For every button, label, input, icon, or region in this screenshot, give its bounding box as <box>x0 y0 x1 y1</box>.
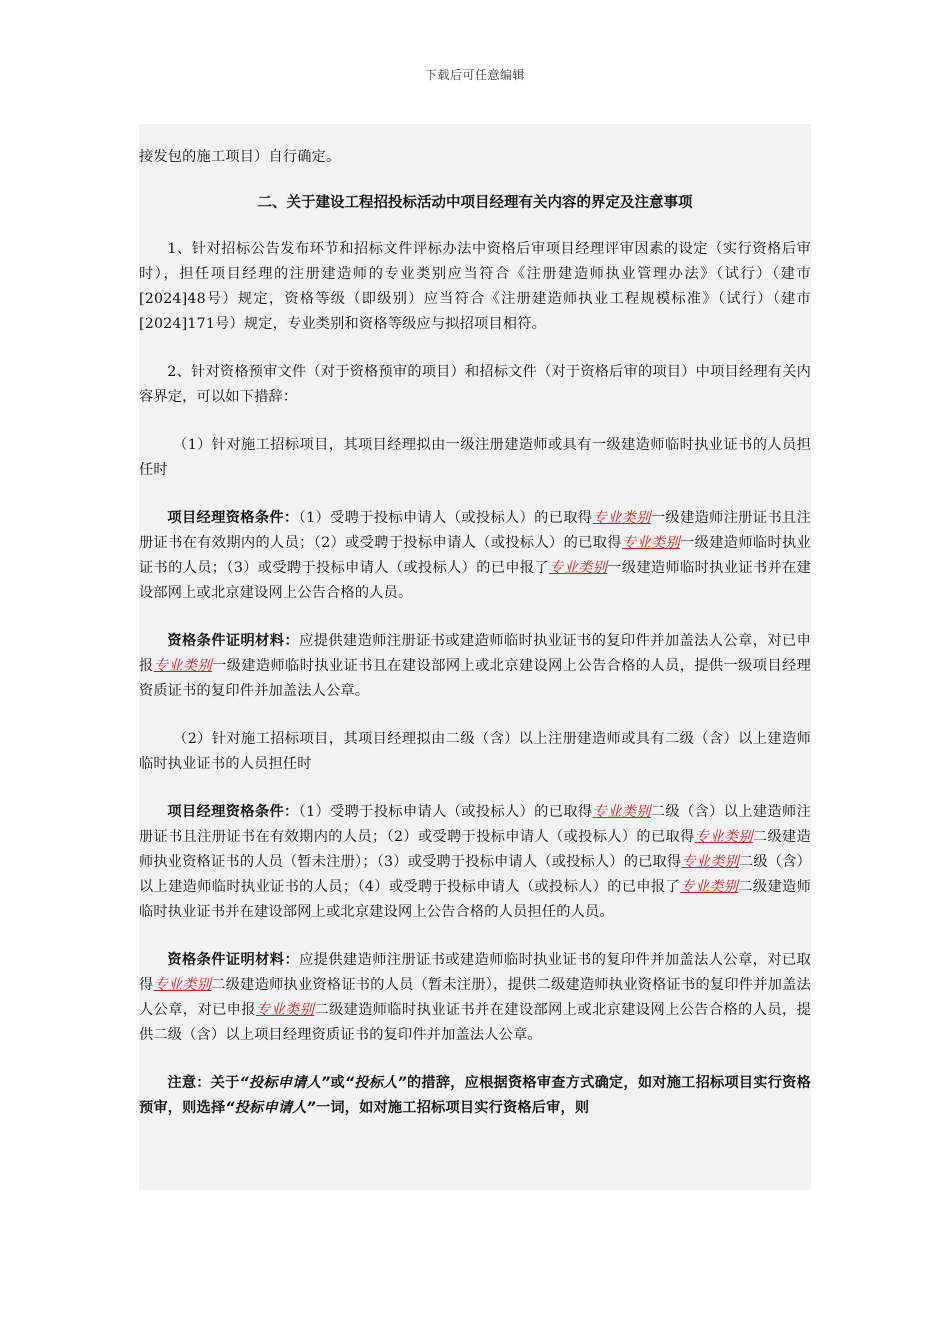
note-label: 注意：关于 <box>167 1075 240 1091</box>
field-placeholder: 专业类别 <box>592 510 651 526</box>
case2-proof-label: 资格条件证明材料： <box>167 952 300 968</box>
note-text-1: 的措辞，应根据资格审查方式确定，如对施工招标项目实行资格预审，则选择 <box>139 1075 811 1116</box>
case1-proof <box>139 629 811 704</box>
case2-title: （2）针对施工招标项目，其项目经理拟由二级（含）以上注册建造师或具有二级（含）以上建造师临时执业证书的人员担任时 <box>139 731 811 772</box>
continuation-paragraph: 接发包的施工项目）自行确定。 <box>139 149 341 165</box>
note-or: 或 <box>330 1075 345 1091</box>
field-placeholder: 专业类别 <box>549 560 608 576</box>
case2-conditions-label: 项目经理资格条件： <box>167 804 299 820</box>
case2-cond-text-4: 二级（含）以上建造师临时执业证书的人员；（4）或受聘于投标申请人（或投标人）的已申报了 <box>139 854 811 895</box>
field-placeholder: 专业类别 <box>680 879 739 895</box>
page-header: 下载后可任意编辑 <box>424 68 525 82</box>
case1-title: （1）针对施工招标项目，其项目经理拟由一级注册建造师或具有一级建造师临时执业证书的人员担任时 <box>139 437 811 478</box>
field-placeholder: 专业类别 <box>592 804 651 820</box>
paragraph-1: 1、针对招标公告发布环节和招标文件评标办法中资格后审项目经理评审因素的设定（实行资格后审时），担任项目经理的注册建造师的专业类别应当符合《注册建造师执业管理办法》（试行）（建市[2024]48号）规定，资格等级（即级别）应当符合《注册建造师执业工程规模标准》（试行）（建市[2024]171号）规定，专业类别和资格等级应与拟招项目相符。 <box>139 241 811 332</box>
field-placeholder: 专业类别 <box>694 829 753 845</box>
case1-proof-text-2: 一级建造师临时执业证书且在建设部网上或北京建设网上公告合格的人员，提供一级项目经理资质证书的复印件并加盖法人公章。 <box>139 658 811 699</box>
case2-proof <box>139 948 811 1048</box>
case1-proof-text-1: 应提供建造师注册证书或建造师临时执业证书的复印件并加盖法人公章，对已申报 <box>139 633 811 674</box>
case2-cond-text-1: （1）受聘于投标申请人（或投标人）的已取得 <box>298 804 593 820</box>
case2-proof-text-1: 应提供建造师注册证书或建造师临时执业证书的复印件并加盖法人公章，对已取得 <box>139 952 811 993</box>
field-placeholder: 专业类别 <box>153 977 212 993</box>
case2-cond-text-5: 二级建造师临时执业证书并在建设部网上或北京建设网上公告合格的人员担任的人员。 <box>139 879 811 920</box>
case1-cond-text-1: （1）受聘于投标申请人（或投标人）的已取得 <box>298 510 593 526</box>
case1-cond-text-3: 一级建造师临时执业证书的人员；（3）或受聘于投标申请人（或投标人）的已申报了 <box>139 535 811 576</box>
case1-proof-label: 资格条件证明材料： <box>167 633 300 649</box>
case2-proof-text-3: 二级建造师临时执业证书并在建设部网上或北京建设网上公告合格的人员，提供二级（含）以上项目经理资质证书的复印件并加盖法人公章。 <box>139 1002 811 1043</box>
case2-proof-text-2: 二级建造师执业资格证书的人员（暂未注册），提供二级建造师执业资格证书的复印件并加盖法人公章，对已申报 <box>139 977 811 1018</box>
case1-conditions <box>139 506 811 606</box>
document-body <box>139 124 811 1190</box>
note-text-2: 一词，如对施工招标项目实行资格后审，则 <box>315 1100 590 1116</box>
note-quote-applicant: “投标申请人” <box>239 1075 331 1091</box>
field-placeholder: 专业类别 <box>255 1002 315 1018</box>
field-placeholder: 专业类别 <box>621 535 681 551</box>
note-quote-applicant-2: “投标申请人” <box>225 1100 316 1116</box>
case2-conditions <box>139 800 811 925</box>
note-quote-bidder: “投标人” <box>344 1075 407 1091</box>
field-placeholder: 专业类别 <box>153 658 213 674</box>
case1-cond-text-2: 一级建造师注册证书且注册证书在有效期内的人员；（2）或受聘于投标申请人（或投标人）的已取得 <box>139 510 811 551</box>
case2-cond-text-3: 二级建造师执业资格证书的人员（暂未注册）；（3）或受聘于投标申请人（或投标人）的已取得 <box>139 829 811 870</box>
note-paragraph <box>139 1071 811 1121</box>
section-heading: 二、关于建设工程招投标活动中项目经理有关内容的界定及注意事项 <box>257 195 693 211</box>
case1-cond-text-4: 一级建造师临时执业证书并在建设部网上或北京建设网上公告合格的人员。 <box>139 560 811 601</box>
case1-conditions-label: 项目经理资格条件： <box>167 510 299 526</box>
case2-cond-text-2: 二级（含）以上建造师注册证书且注册证书在有效期内的人员；（2）或受聘于投标申请人（或投标人）的已取得 <box>139 804 811 845</box>
paragraph-2: 2、针对资格预审文件（对于资格预审的项目）和招标文件（对于资格后审的项目）中项目经理有关内容界定，可以如下措辞： <box>139 364 811 405</box>
field-placeholder: 专业类别 <box>681 854 739 870</box>
